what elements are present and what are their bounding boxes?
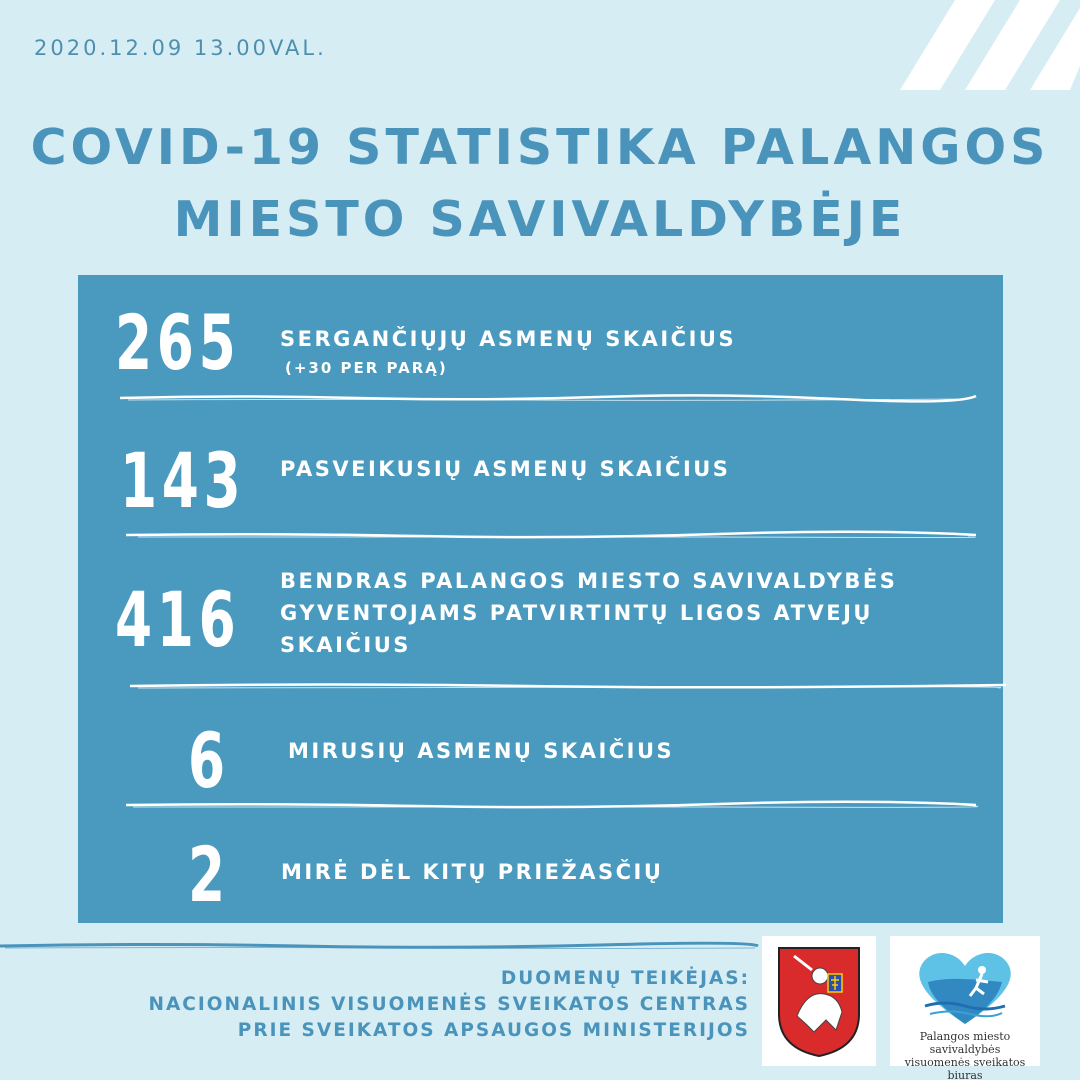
divider-3 <box>128 681 1008 691</box>
stat-label: MIRĖ DĖL KITŲ PRIEŽASČIŲ <box>281 860 664 884</box>
title-line-1: COVID-19 STATISTIKA PALANGOS <box>30 119 1050 176</box>
caption-line-1: Palangos miesto savivaldybės <box>919 1030 1011 1056</box>
data-provider <box>149 966 751 1044</box>
stat-label-line-1: BENDRAS PALANGOS MIESTO SAVIVALDYBĖS <box>280 569 898 593</box>
coat-of-arms-logo <box>762 936 876 1066</box>
stat-label: PASVEIKUSIŲ ASMENŲ SKAIČIUS <box>280 457 731 481</box>
health-bureau-logo <box>890 936 1040 1080</box>
stat-value: 416 <box>115 575 241 664</box>
divider-4 <box>118 800 978 810</box>
stats-panel <box>78 275 1003 923</box>
stat-sublabel: (+30 PER PARĄ) <box>285 359 448 377</box>
health-bureau-caption <box>890 1030 1040 1080</box>
title-line-2: MIESTO SAVIVALDYBĖJE <box>173 191 907 248</box>
stat-value: 265 <box>115 298 241 387</box>
date-time: 2020.12.09 13.00VAL. <box>34 36 327 60</box>
stat-label-line-2: GYVENTOJAMS PATVIRTINTŲ LIGOS ATVEJŲ <box>280 601 873 625</box>
provider-line-3: PRIE SVEIKATOS APSAUGOS MINISTERIJOS <box>237 1020 750 1041</box>
divider-2 <box>118 530 978 540</box>
caption-line-2: visuomenės sveikatos biuras <box>904 1056 1026 1080</box>
stat-value: 6 <box>188 716 230 805</box>
stat-label: MIRUSIŲ ASMENŲ SKAIČIUS <box>288 739 675 763</box>
provider-line-1: DUOMENŲ TEIKĖJAS: <box>500 968 750 989</box>
provider-line-2: NACIONALINIS VISUOMENĖS SVEIKATOS CENTRAS <box>148 994 750 1015</box>
stat-label: SERGANČIŲJŲ ASMENŲ SKAIČIUS <box>280 327 737 351</box>
coat-of-arms-icon <box>762 936 876 1066</box>
footer-divider <box>0 940 760 952</box>
page-title <box>0 112 1080 256</box>
stat-value: 143 <box>120 436 246 525</box>
divider-1 <box>118 393 978 403</box>
heart-wave-icon <box>890 936 1040 1036</box>
decorative-stripes <box>840 0 1080 90</box>
stat-value: 2 <box>188 830 230 919</box>
stat-label-line-3: SKAIČIUS <box>280 633 411 657</box>
